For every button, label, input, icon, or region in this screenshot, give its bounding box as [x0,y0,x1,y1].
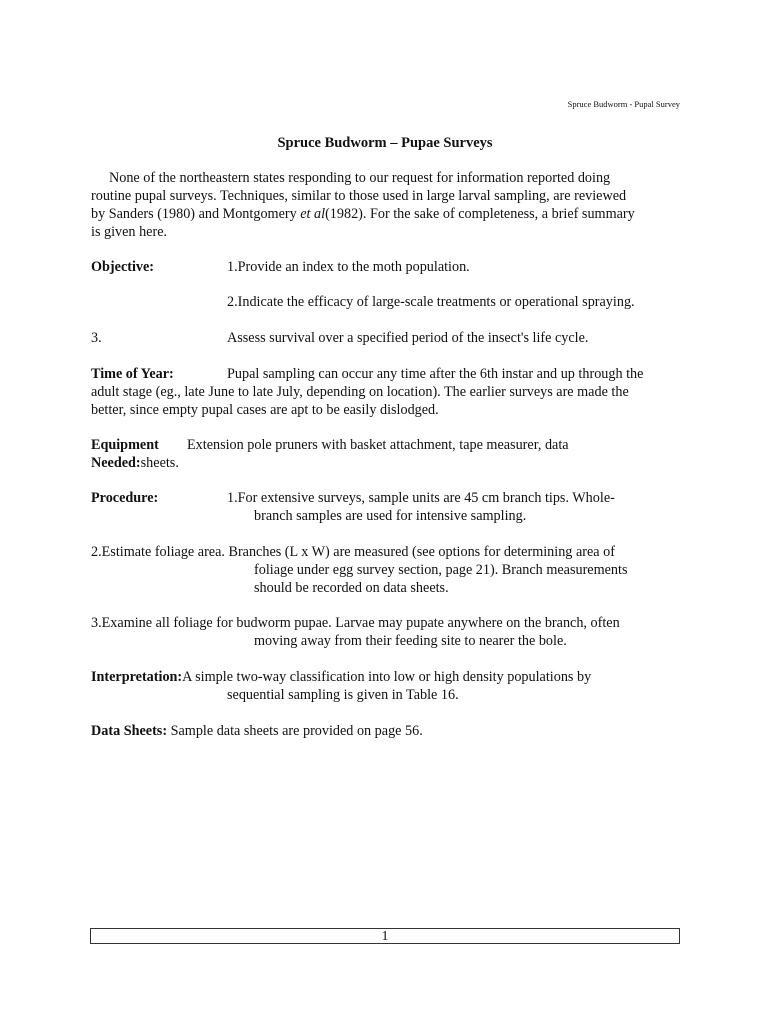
interpretation-label: Interpretation: [91,669,183,685]
interpretation-line-1: Interpretation:A simple two-way classification into low or high density populations by [91,669,592,685]
time-of-year-label: Time of Year: [91,366,174,382]
page-title: Spruce Budworm – Pupae Surveys [277,135,493,151]
objective-label: Objective: [91,259,155,275]
intro-paragraph [91,169,681,241]
intro-line-3: by Sanders (1980) and Montgomery et al(1982). For the sake of completeness, a brief summary [91,206,635,222]
procedure-step-2-line-3: should be recorded on data sheets. [254,580,449,596]
page-number: 1 [381,929,389,944]
equipment-label-2: Needed: [91,455,141,471]
intro-line-2: routine pupal surveys. Techniques, similar to those used in large larval sampling, are reviewed [91,188,627,204]
data-sheets-line: Data Sheets: Sample data sheets are provided on page 56. [91,723,423,739]
procedure-label: Procedure: [91,490,159,506]
time-of-year-line-1: Pupal sampling can occur any time after the 6th instar and up through the [227,366,644,382]
time-of-year-line-3: better, since empty pupal cases are apt to be easily dislodged. [91,402,439,418]
objective-item-2: 2.Indicate the efficacy of large-scale treatments or operational spraying. [227,294,635,310]
procedure-step-3-line-2: moving away from their feeding site to nearer the bole. [254,633,567,649]
time-of-year-line-2: adult stage (eg., late June to late July, depending on location). The earlier surveys are made the [91,384,629,400]
procedure-step-1-line-2: branch samples are used for intensive sampling. [254,508,527,524]
data-sheets-label: Data Sheets: [91,723,168,739]
procedure-step-2-line-1: 2.Estimate foliage area. Branches (L x W) are measured (see options for determining area of [91,544,615,560]
procedure-step-1-line-1: 1.For extensive surveys, sample units are 45 cm branch tips. Whole- [227,490,615,506]
interpretation-line-2: sequential sampling is given in Table 16. [227,687,459,703]
objective-item-3-text: Assess survival over a specified period of the insect's life cycle. [227,330,589,346]
equipment-line-1: Extension pole pruners with basket attachment, tape measurer, data [187,437,569,453]
objective-item-1: 1.Provide an index to the moth population. [227,259,470,275]
procedure-step-2-line-2: foliage under egg survey section, page 21). Branch measurements [254,562,628,578]
intro-line-1: None of the northeastern states responding to our request for information reported doing [109,170,611,186]
procedure-step-3-line-1: 3.Examine all foliage for budworm pupae. Larvae may pupate anywhere on the branch, often [91,615,620,631]
equipment-label-1: Equipment [91,437,159,453]
intro-line-4: is given here. [91,224,168,240]
page-number-footer [90,928,680,944]
running-header: Spruce Budworm - Pupal Survey [567,99,680,109]
equipment-line-2: Needed:sheets. [91,455,179,471]
objective-item-3-number: 3. [91,330,102,346]
et-al-italic: et al [300,206,326,222]
